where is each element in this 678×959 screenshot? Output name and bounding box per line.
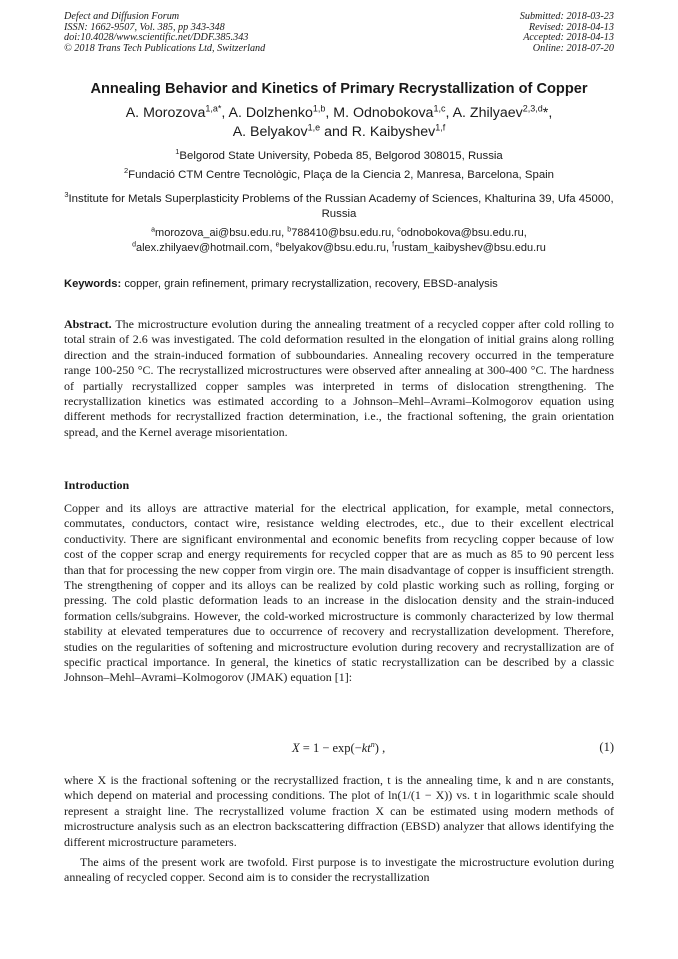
equation-body: $X = 1 - \exp(-kt^n)$ , xyxy=(292,740,386,756)
abstract-text: The microstructure evolution during the annealing treatment of a recycled copper after cold rolling to total strain of 2.6 was investigated. The cold deformation resulted in the elongation of initial grains along rolling direction and the strain-induced formation of subboundaries. Annealing recovery occurred in the temperature range 100-250 °C. The recrystallized microstructures were observed after annealing at 300-400 °C. The hardness of partially recrystallized copper samples was interpreted in terms of dislocation strengthening. The recrystallization kinetics was estimated according to a Johnson–Mehl–Avrami–Kolmogorov equation using different methods for recrystallized fraction determination, i.e., the fractional softening, the grain orientation spread, and the Kernel average misorientation. xyxy=(64,317,614,439)
journal-header-left xyxy=(64,12,265,54)
intro-paragraph-3: The aims of the present work are twofold. First purpose is to investigate the microstructure evolution during annealing of recycled copper. Second aim is to consider the recrystallization xyxy=(64,855,614,885)
author-name: A. Morozova xyxy=(125,105,206,121)
author-affiliation-mark: 1,b xyxy=(312,103,326,114)
author-name: R. Kaibyshev xyxy=(351,124,436,140)
keywords-text: copper, grain refinement, primary recrystallization, recovery, EBSD-analysis xyxy=(124,278,498,290)
author-affiliation-mark: 1,a* xyxy=(205,103,222,114)
author-name: M. Odnobokova xyxy=(333,105,434,121)
author-affiliation-mark: 1,f xyxy=(435,122,446,133)
email-link[interactable]: belyakov@bsu.edu.ru xyxy=(279,241,387,254)
paper-title: Annealing Behavior and Kinetics of Primary Recrystallization of Copper xyxy=(90,81,588,97)
email-link[interactable]: 788410@bsu.edu.ru xyxy=(291,227,392,239)
email-link[interactable]: rustam_kaibyshev@bsu.edu.ru xyxy=(394,241,546,254)
author-name: A. Zhilyaev xyxy=(452,105,523,121)
abstract xyxy=(64,317,614,440)
section-heading-introduction: Introduction xyxy=(64,478,130,492)
author-affiliation-mark: 1,e xyxy=(307,122,321,133)
equation-number: (1) xyxy=(599,740,614,754)
affiliation-1: $^1$Belgorod State University, Pobeda 85, Belgorod 308015, Russia xyxy=(175,147,503,162)
journal-header-right xyxy=(520,12,614,54)
email-link[interactable]: alex.zhilyaev@hotmail.com xyxy=(135,241,270,254)
email-link[interactable]: odnobokova@bsu.edu.ru xyxy=(400,227,524,239)
abstract-label: Abstract. xyxy=(64,317,112,331)
intro-paragraph-2: where X is the fractional softening or the recrystallized fraction, t is the annealing time, k and n are constants, which depend on material and processing conditions. The plot of ln(1/(1 − X)) vs. t in logarithmic scale should represent a straight line. The recrystallized volume fraction X can be estimated using modern methods of microstructure analysis such as an electron backscattering diffraction (EBSD) analyzer that allows identifying the different microstructure parameters. xyxy=(64,773,614,849)
date-accepted: Accepted: 2018-04-13 xyxy=(523,32,614,44)
date-online: Online: 2018-07-20 xyxy=(532,42,614,54)
author-affiliation-mark: 1,c xyxy=(433,103,446,114)
journal-name: Defect and Diffusion Forum xyxy=(64,11,180,22)
keywords xyxy=(64,278,614,290)
author-name: A. Belyakov xyxy=(232,124,308,140)
email-link[interactable]: morozova_ai@bsu.edu.ru xyxy=(155,227,282,239)
author-emails: $^a$morozova_ai@bsu.edu.ru, $^b$788410@bsu.edu.ru, $^c$odnobokova@bsu.edu.ru, $^d$alex.zhilyaev@hotmail.com, $^e$belyakov@bsu.edu.ru, $^f$rustam_kaibyshev@bsu.edu.ru xyxy=(132,226,546,254)
author-name: A. Dolzhenko xyxy=(228,105,313,121)
author-list: A. Morozova$^{1,a*}$, A. Dolzhenko$^{1,b}$, M. Odnobokova$^{1,c}$, A. Zhilyaev$^{2,3,d}$*, A. Belyakov$^{1,e}$ and R. Kaibyshev$^{1,f}$ xyxy=(125,103,553,140)
affiliation-2: $^2$Fundació CTM Centre Tecnològic, Plaça de la Ciencia 2, Manresa, Barcelona, Spain xyxy=(123,166,555,181)
intro-paragraph-1: Copper and its alloys are attractive material for the electrical application, for example, metal connectors, commutates, conductors, contact wire, resistance welding electrodes, etc., due to their excellent electrical conductivity. There are significant environmental and economic benefits from recycling copper because of low cost of the copper scrap and energy requirements for recycled copper that are as much as 85 to 90 percent less than that for processing the new copper from virgin ore. The main disadvantage of copper is insufficient strength. The strengthening of copper and its alloys can be realized by cold plastic working such as rolling, forging or pressing. The cold plastic deformation leads to an increase in the dislocation density and the strain-induced formation cells/subgrains. However, the cold-worked microstructure is commonly characterized by low thermal stability at elevated temperatures due to occurrence of recovery and recrystallization development. Therefore, studies on the regularities of softening and microstructure evolution during recovery and recrystallization are of specific practical importance. In general, the kinetics of static recrystallization can be described by a classic Johnson–Mehl–Avrami–Kolmogorov (JMAK) equation [1]: xyxy=(64,501,614,685)
journal-copyright: © 2018 Trans Tech Publications Ltd, Switzerland xyxy=(64,42,266,54)
keywords-label: Keywords: xyxy=(64,278,122,290)
affiliation-3: $^3$Institute for Metals Superplasticity Problems of the Russian Academy of Sciences, Khalturina 39, Ufa 45000, Russia xyxy=(64,190,614,220)
date-revised: Revised: 2018-04-13 xyxy=(528,21,614,33)
author-affiliation-mark: 2,3,d xyxy=(522,103,543,114)
journal-issn: ISSN: 1662-9507, Vol. 385, pp 343-348 xyxy=(64,21,225,33)
journal-doi[interactable]: doi:10.4028/www.scientific.net/DDF.385.343 xyxy=(64,32,249,44)
equation-1 xyxy=(64,740,614,758)
date-submitted: Submitted: 2018-03-23 xyxy=(519,11,614,22)
